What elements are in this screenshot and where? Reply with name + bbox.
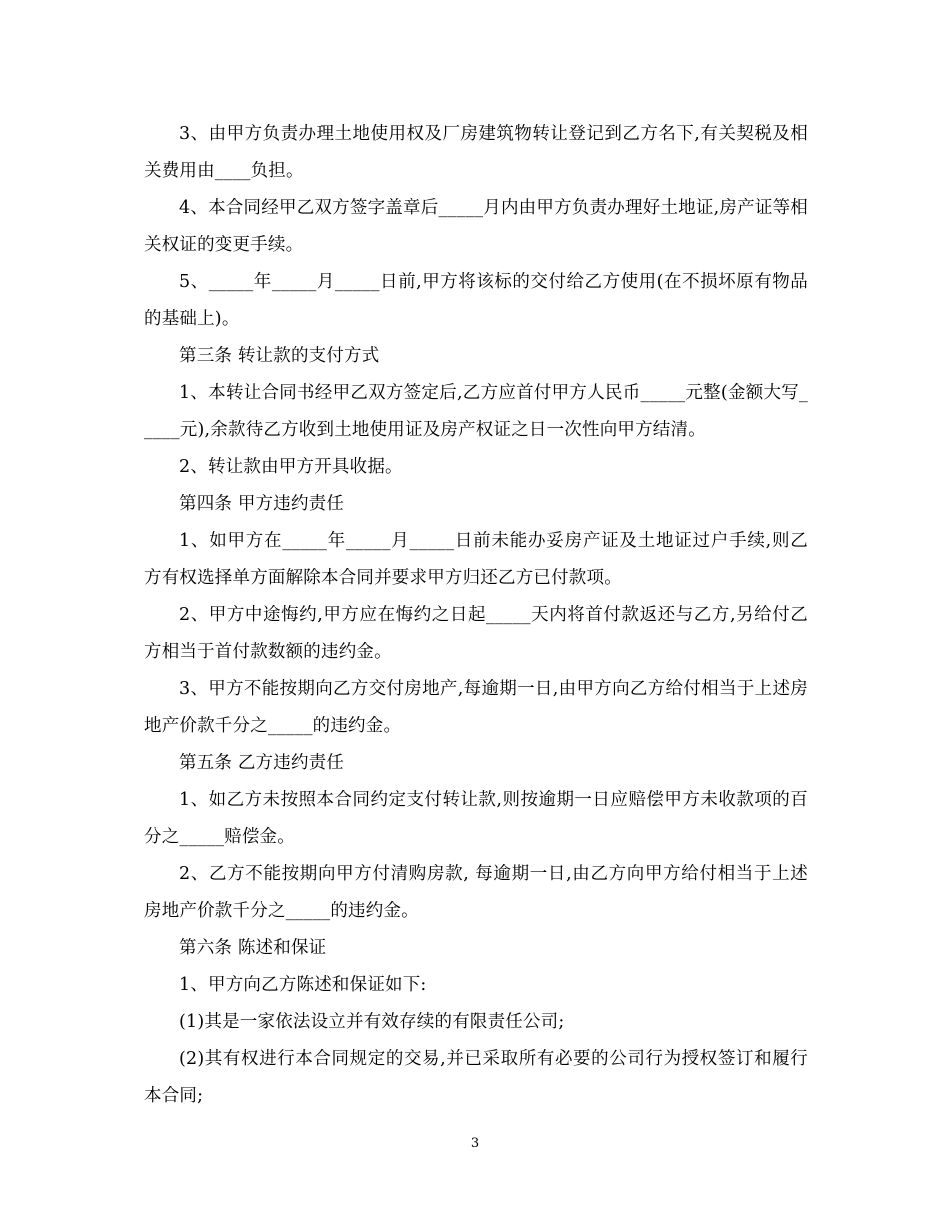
paragraph-article5-item1: 1、如乙方未按照本合同约定支付转让款,则按逾期一日应赔偿甲方未收款项的百分之_____赔偿金。 xyxy=(144,790,808,847)
paragraph-article2-item4: 4、本合同经甲乙双方签字盖章后_____月内由甲方负责办理好土地证,房产证等相关权证的变更手续。 xyxy=(144,198,808,255)
document-body xyxy=(144,116,808,1115)
paragraph-article6-sub1: (1)其是一家依法设立并有效存续的有限责任公司; xyxy=(179,1012,565,1032)
heading-article5: 第五条 乙方违约责任 xyxy=(179,753,345,773)
paragraph-article4-item3: 3、甲方不能按期向乙方交付房地产,每逾期一日,由甲方向乙方给付相当于上述房地产价款千分之_____的违约金。 xyxy=(144,679,808,736)
heading-article6: 第六条 陈述和保证 xyxy=(179,938,327,958)
paragraph-article3-item2: 2、转让款由甲方开具收据。 xyxy=(179,457,403,477)
heading-article3: 第三条 转让款的支付方式 xyxy=(179,346,380,366)
paragraph-article5-item2: 2、乙方不能按期向甲方付清购房款, 每逾期一日,由乙方向甲方给付相当于上述房地产价款千分之_____的违约金。 xyxy=(144,864,808,921)
heading-article4: 第四条 甲方违约责任 xyxy=(179,494,345,514)
paragraph-article2-item5: 5、_____年_____月_____日前,甲方将该标的交付给乙方使用(在不损坏原有物品的基础上)。 xyxy=(144,272,808,329)
paragraph-article2-item3: 3、由甲方负责办理土地使用权及厂房建筑物转让登记到乙方名下,有关契税及相关费用由____负担。 xyxy=(144,124,808,181)
paragraph-article4-item1: 1、如甲方在_____年_____月_____日前未能办妥房产证及土地证过户手续,则乙方有权选择单方面解除本合同并要求甲方归还乙方已付款项。 xyxy=(144,531,808,588)
paragraph-article3-item1: 1、本转让合同书经甲乙双方签定后,乙方应首付甲方人民币_____元整(金额大写_____元),余款待乙方收到土地使用证及房产权证之日一次性向甲方结清。 xyxy=(144,383,808,440)
page-number: 3 xyxy=(470,1136,480,1151)
paragraph-article4-item2: 2、甲方中途悔约,甲方应在悔约之日起_____天内将首付款返还与乙方,另给付乙方相当于首付款数额的违约金。 xyxy=(144,605,808,662)
paragraph-article6-item1: 1、甲方向乙方陈述和保证如下: xyxy=(179,975,427,995)
paragraph-article6-sub2: (2)其有权进行本合同规定的交易,并已采取所有必要的公司行为授权签订和履行本合同; xyxy=(144,1049,808,1106)
